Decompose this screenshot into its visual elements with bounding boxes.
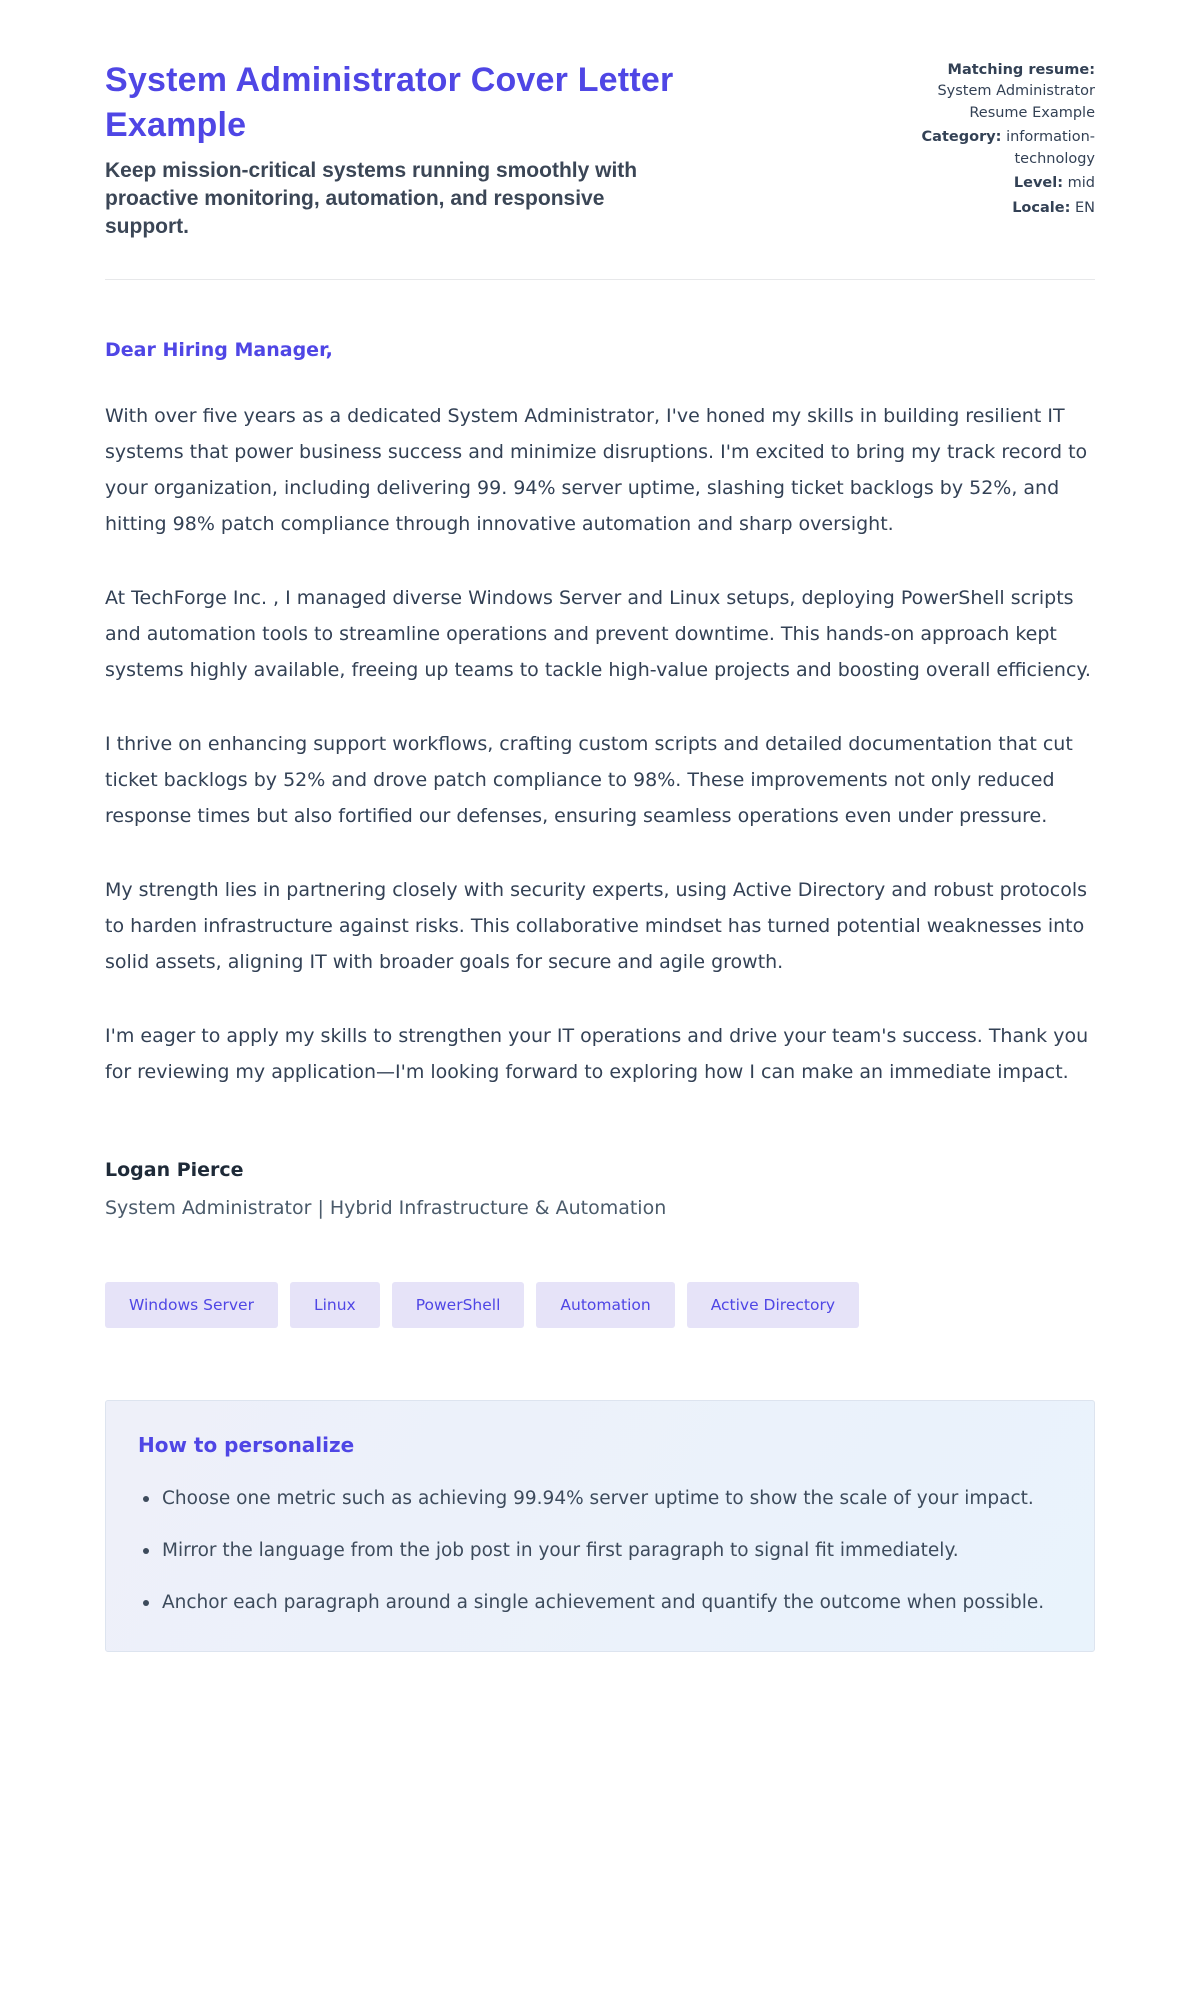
meta-locale-value: EN xyxy=(1074,199,1095,216)
skill-tag: Automation xyxy=(536,1282,674,1328)
meta-matching-resume-value: System Administrator Resume Example xyxy=(937,83,1095,121)
page-title: System Administrator Cover Letter Example xyxy=(105,61,674,144)
letter-paragraph: My strength lies in partnering closely with security experts, using Active Directory and robust protocols to harden infrastructure against risks. This collaborative mindset has turned potential weaknesses into solid assets, aligning IT with broader goals for secure and agile growth. xyxy=(105,879,1088,973)
letter-paragraph: I'm eager to apply my skills to strengthen your IT operations and drive your team's success. Thank you for reviewing my application—I'm looking forward to exploring how I can make an immediate impact. xyxy=(105,1025,1089,1083)
tips-item: Anchor each paragraph around a single achievement and quantify the outcome when possible. xyxy=(136,1585,1064,1621)
meta-matching-resume-label: Matching resume: xyxy=(947,62,1095,78)
letter-paragraph: At TechForge Inc. , I managed diverse Windows Server and Linux setups, deploying PowerShell scripts and automation tools to streamline operations and prevent downtime. This hands-on approach kept systems highly available, freeing up teams to tackle high-value projects and boosting overall efficiency. xyxy=(105,587,1091,681)
resume-meta xyxy=(883,58,1095,222)
meta-category-label: Category: xyxy=(921,129,1002,146)
cover-letter-body xyxy=(105,336,1095,1222)
meta-category-value: information-technology xyxy=(1006,129,1095,167)
skill-tag: Linux xyxy=(290,1282,380,1328)
how-to-personalize-box xyxy=(105,1400,1095,1652)
letter-paragraph: I thrive on enhancing support workflows, crafting custom scripts and detailed documentation that cut ticket backlogs by 52% and drove patch compliance to 98%. These improvements not only reduced response times but also fortified our defenses, ensuring seamless operations even under pressure. xyxy=(105,733,1073,827)
meta-level xyxy=(883,173,1095,194)
skill-tag: Active Directory xyxy=(687,1282,859,1328)
salutation: Dear Hiring Manager, xyxy=(105,339,333,361)
meta-level-value: mid xyxy=(1067,175,1095,192)
page-subtitle: Keep mission-critical systems running smoothly with proactive monitoring, automation, and responsive support. xyxy=(105,159,638,238)
tips-list xyxy=(136,1481,1064,1621)
meta-locale xyxy=(883,198,1095,219)
signature-name: Logan Pierce xyxy=(105,1159,244,1181)
signature-role: System Administrator | Hybrid Infrastructure & Automation xyxy=(105,1197,667,1219)
header-titles xyxy=(105,58,685,241)
tips-item: Mirror the language from the job post in your first paragraph to signal fit immediately. xyxy=(136,1533,1064,1569)
page-header xyxy=(105,58,1095,241)
meta-locale-label: Locale: xyxy=(1012,199,1071,216)
skill-tag: Windows Server xyxy=(105,1282,278,1328)
tips-title: How to personalize xyxy=(138,1433,355,1457)
skill-tags xyxy=(105,1282,1095,1328)
meta-level-label: Level: xyxy=(1013,175,1064,192)
meta-category xyxy=(883,127,1095,170)
header-divider xyxy=(105,279,1095,280)
skill-tag: PowerShell xyxy=(392,1282,525,1328)
tips-item: Choose one metric such as achieving 99.94% server uptime to show the scale of your impact. xyxy=(136,1481,1064,1517)
meta-matching-resume xyxy=(883,60,1095,124)
letter-paragraph: With over five years as a dedicated System Administrator, I've honed my skills in building resilient IT systems that power business success and minimize disruptions. I'm excited to bring my track record to your organization, including delivering 99. 94% server uptime, slashing ticket backlogs by 52%, and hitting 98% patch compliance through innovative automation and sharp oversight. xyxy=(105,405,1088,535)
